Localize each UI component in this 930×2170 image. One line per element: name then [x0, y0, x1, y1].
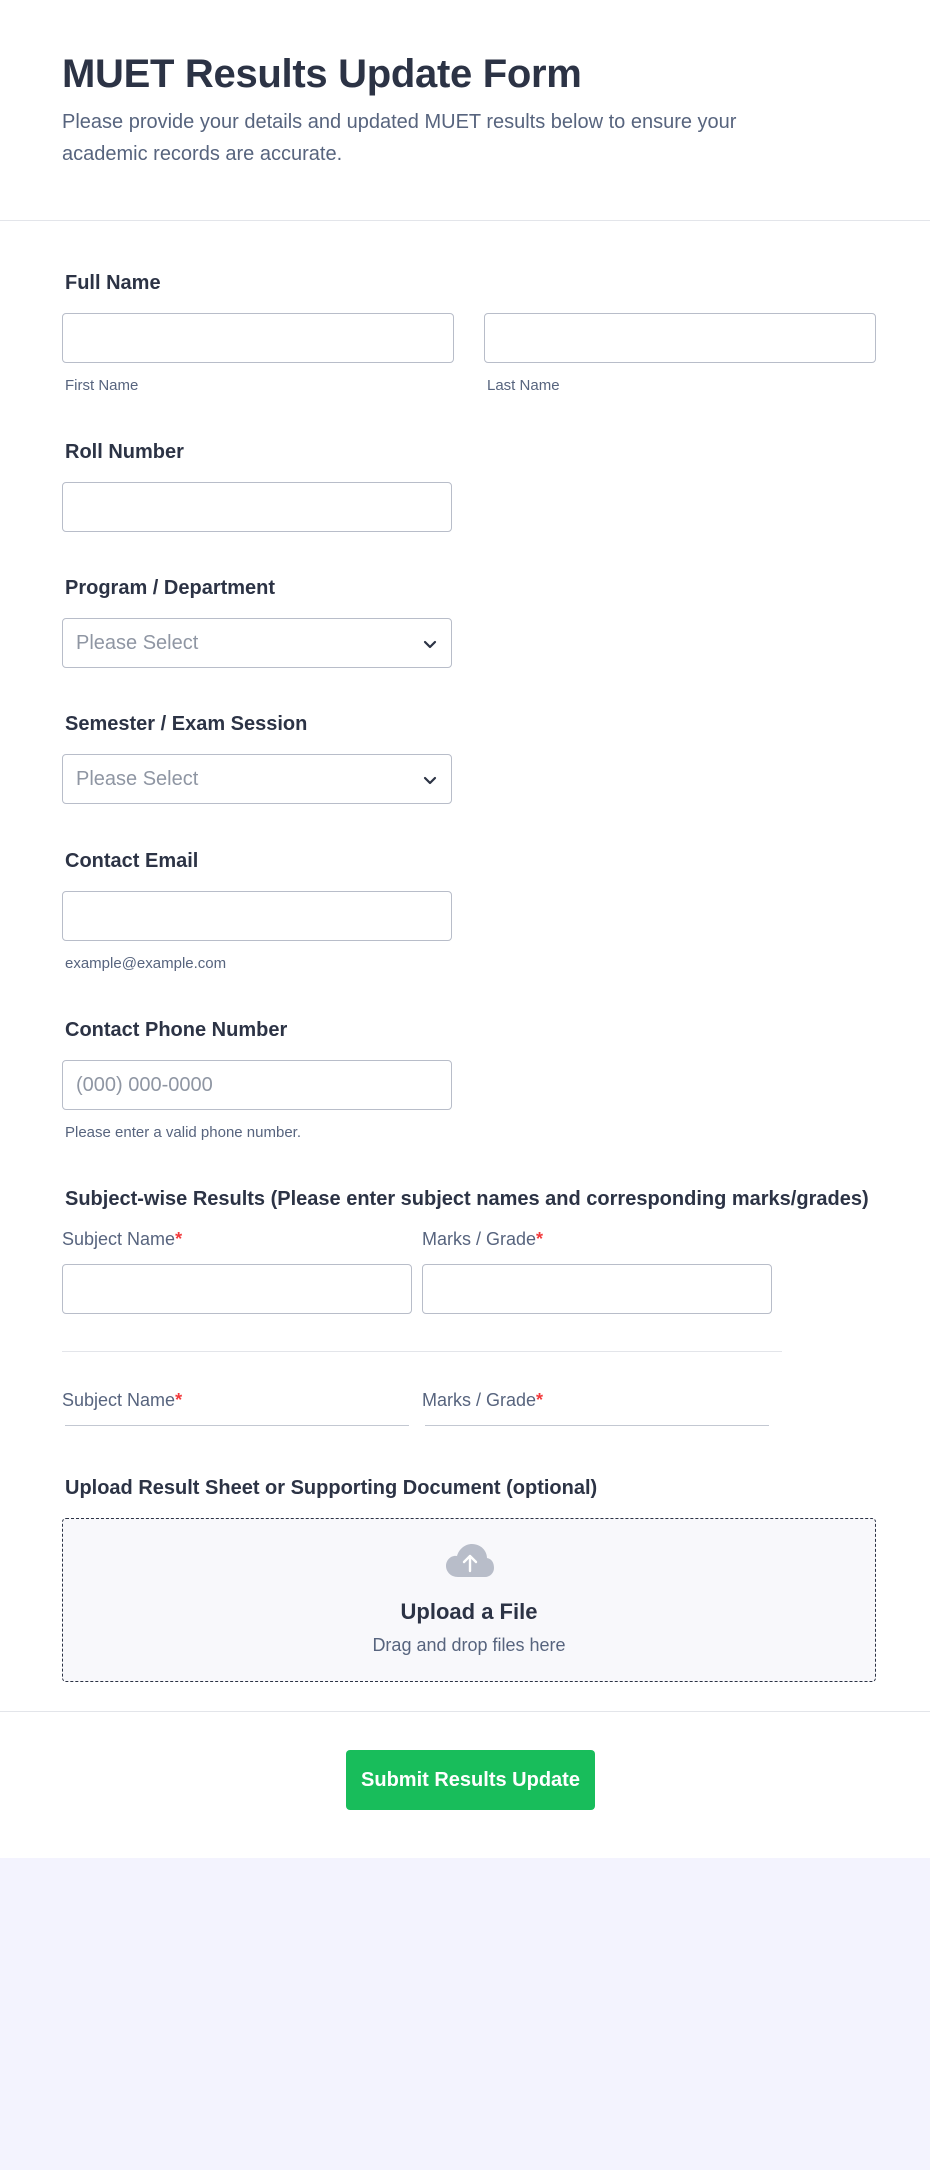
cloud-upload-icon [445, 1543, 495, 1579]
first-name-input[interactable] [62, 313, 454, 363]
marks-grade-header-text: Marks / Grade [422, 1390, 537, 1410]
last-name-input[interactable] [484, 313, 876, 363]
subject-name-header-text: Subject Name [62, 1390, 176, 1410]
marks-grade-header-2 [422, 1390, 543, 1411]
first-name-sublabel: First Name [65, 377, 139, 394]
page-subtitle: Please provide your details and updated MUET results below to ensure your academic records are accurate. [62, 111, 737, 165]
roll-number-label: Roll Number [65, 441, 184, 463]
subject-name-header-2 [62, 1390, 182, 1411]
roll-number-input[interactable] [62, 482, 452, 532]
chevron-down-icon [421, 771, 439, 789]
submit-button[interactable]: Submit Results Update [346, 1750, 595, 1810]
marks-grade-header [422, 1229, 543, 1250]
last-name-sublabel: Last Name [487, 377, 560, 394]
footer-divider [0, 1711, 930, 1712]
upload-subtitle: Drag and drop files here [372, 1635, 566, 1655]
required-asterisk: * [175, 1390, 183, 1410]
semester-select[interactable] [62, 754, 452, 804]
full-name-label: Full Name [65, 272, 161, 294]
email-field[interactable] [62, 891, 452, 941]
email-sublabel: example@example.com [65, 955, 227, 972]
subject-name-input-1[interactable] [62, 1264, 412, 1314]
subject-name-input-2[interactable] [65, 1425, 409, 1426]
results-row-divider [62, 1351, 782, 1352]
file-dropzone[interactable] [62, 1518, 876, 1682]
subject-name-header [62, 1229, 182, 1250]
chevron-down-icon [421, 635, 439, 653]
required-asterisk: * [536, 1390, 544, 1410]
form-header [0, 0, 930, 221]
required-asterisk: * [175, 1229, 183, 1249]
subject-name-header-text: Subject Name [62, 1229, 176, 1249]
marks-grade-input-2[interactable] [425, 1425, 769, 1426]
required-asterisk: * [536, 1229, 544, 1249]
marks-grade-header-text: Marks / Grade [422, 1229, 537, 1249]
page-title: MUET Results Update Form [62, 52, 582, 96]
program-label: Program / Department [65, 577, 276, 599]
program-select[interactable] [62, 618, 452, 668]
semester-select-value: Please Select [76, 768, 199, 790]
email-label: Contact Email [65, 850, 199, 872]
results-label: Subject-wise Results (Please enter subject names and corresponding marks/grades) [65, 1188, 869, 1210]
phone-sublabel: Please enter a valid phone number. [65, 1124, 301, 1141]
semester-label: Semester / Exam Session [65, 713, 308, 735]
marks-grade-input-1[interactable] [422, 1264, 772, 1314]
phone-field[interactable] [62, 1060, 452, 1110]
program-select-value: Please Select [76, 632, 199, 654]
upload-title: Upload a File [400, 1599, 538, 1624]
phone-label: Contact Phone Number [65, 1019, 288, 1041]
upload-label: Upload Result Sheet or Supporting Document (optional) [65, 1477, 598, 1499]
